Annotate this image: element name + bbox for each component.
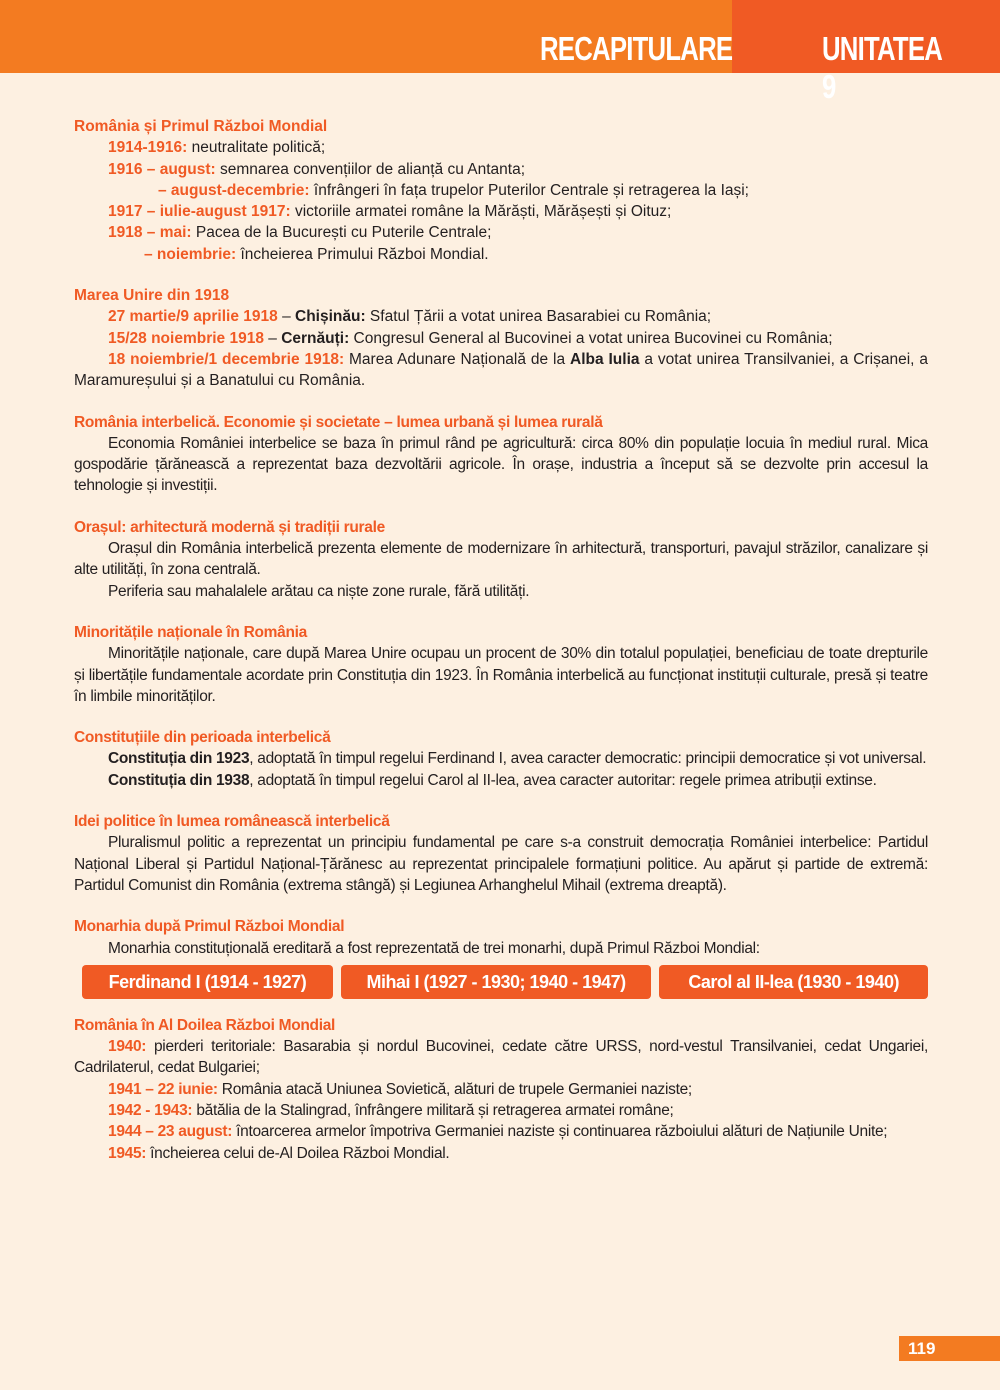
- timeline-item: 15/28 noiembrie 1918 – Cernăuți: Congresul General al Bucovinei a votat unirea Bucovinei cu România;: [108, 329, 833, 347]
- timeline-item: 1914-1916: neutralitate politică;: [108, 139, 326, 157]
- paragraph: Constituția din 1938, adoptată în timpul regelui Carol al II-lea, avea caracter autoritar: regele primea atribuții extinse.: [108, 771, 877, 789]
- unit-label: UNITATEA 9: [822, 30, 942, 105]
- section-constitutions: [74, 727, 928, 791]
- timeline-item: 1917 – iulie-august 1917: victoriile armatei române la Mărăști, Mărășești și Oituz;: [108, 203, 672, 221]
- timeline-item: 1945: încheierea celui de-Al Doilea Război Mondial.: [108, 1144, 450, 1162]
- paragraph: Economia României interbelice se baza în primul rând pe agricultură: circa 80% din populație locuia în mediul rural. Mica gospodărie țărănească a reprezentat baza dezvoltării agricole. În orașe, industria a început să se dezvolte prin accesul la tehnologie și investiții.: [74, 434, 928, 495]
- timeline-item: – noiembrie: încheierea Primului Război Mondial.: [144, 245, 489, 263]
- section-title: Constituțiile din perioada interbelică: [74, 729, 331, 747]
- paragraph: Periferia sau mahalalele arătau ca niște zone rurale, fără utilități.: [108, 582, 530, 600]
- timeline-item: 1940: pierderi teritoriale: Basarabia și nordul Bucovinei, cedate către URSS, nord-vestul Transilvaniei, cedat Ungariei, Cadrilaterul, cedat Bulgariei;: [74, 1038, 928, 1077]
- section-economy: [74, 412, 928, 497]
- timeline-item: 27 martie/9 aprilie 1918 – Chișinău: Sfatul Țării a votat unirea Basarabiei cu România;: [108, 308, 712, 326]
- timeline-item: 18 noiembrie/1 decembrie 1918: Marea Adunare Națională de la Alba Iulia a votat unirea Transilvaniei, a Crișanei, a Maramureșului și a Banatului cu România.: [74, 350, 928, 390]
- section-minorities: [74, 622, 928, 707]
- timeline-item: 1944 – 23 august: întoarcerea armelor împotriva Germaniei naziste și continuarea războiului alături de Națiunile Unite;: [108, 1123, 888, 1141]
- paragraph: Orașul din România interbelică prezenta elemente de modernizare în arhitectură, transporturi, pavajul străzilor, canalizare și alte utilități, în zona centrală.: [74, 540, 928, 579]
- timeline-item: 1918 – mai: Pacea de la București cu Puterile Centrale;: [108, 224, 492, 242]
- paragraph: Constituția din 1923, adoptată în timpul regelui Ferdinand I, avea caracter democratic: principii democratice și vot universal.: [108, 750, 927, 768]
- timeline-item: 1916 – august: semnarea convențiilor de alianță cu Antanta;: [108, 160, 526, 178]
- section-title: Marea Unire din 1918: [74, 287, 230, 305]
- page-header: [0, 0, 1000, 105]
- page-number: 119: [899, 1336, 1000, 1361]
- section-title: România interbelică. Economie și societate – lumea urbană și lumea rurală: [74, 413, 603, 431]
- paragraph: Monarhia constituțională ereditară a fost reprezentată de trei monarhi, după Primul Război Mondial:: [108, 939, 760, 957]
- page-content: [74, 116, 928, 1184]
- timeline-item: – august-decembrie: înfrângeri în fața trupelor Puterilor Centrale și retragerea la Iași;: [158, 181, 749, 199]
- monarch-badge: Carol al II-lea (1930 - 1940): [659, 965, 928, 999]
- section-city: [74, 517, 928, 602]
- section-title: România și Primul Război Mondial: [74, 118, 328, 135]
- section-title: Monarhia după Primul Război Mondial: [74, 918, 345, 936]
- section-title: Orașul: arhitectură modernă și tradiții rurale: [74, 518, 385, 536]
- section-ww2: [74, 1015, 928, 1164]
- timeline-item: 1941 – 22 iunie: România atacă Uniunea Sovietică, alături de trupele Germaniei naziste;: [108, 1080, 692, 1098]
- paragraph: Pluralismul politic a reprezentat un principiu fundamental pe care s-a construit democrația României interbelice: Partidul Național Liberal și Partidul Național-Țărănesc au reprezentat principalele formațiuni politice. Au apărut și partide de extremă: Partidul Comunist din România (extrema stângă) și Legiunea Arhanghelul Mihail (extrema dreaptă).: [74, 834, 928, 894]
- section-label: RECAPITULARE: [540, 30, 733, 67]
- section-union: [74, 285, 928, 391]
- section-title: Minoritățile naționale în România: [74, 623, 307, 641]
- section-title: România în Al Doilea Război Mondial: [74, 1016, 336, 1034]
- monarch-badge: Ferdinand I (1914 - 1927): [82, 965, 333, 999]
- section-monarchy: [74, 916, 928, 999]
- monarch-list: [82, 965, 928, 999]
- section-ww1: [74, 116, 928, 265]
- timeline-item: 1942 - 1943: bătălia de la Stalingrad, înfrângere militară și retragerea armatei române;: [108, 1101, 674, 1119]
- paragraph: Minoritățile naționale, care după Marea Unire ocupau un procent de 30% din totalul populației, beneficiau de toate drepturile și libertățile fundamentale acordate prin Constituția din 1923. În România interbelică au funcționat instituții culturale, presă și teatre în limbile minorităților.: [74, 645, 928, 705]
- section-politics: [74, 811, 928, 896]
- section-title: Idei politice în lumea românească interbelică: [74, 813, 390, 831]
- monarch-badge: Mihai I (1927 - 1930; 1940 - 1947): [341, 965, 652, 999]
